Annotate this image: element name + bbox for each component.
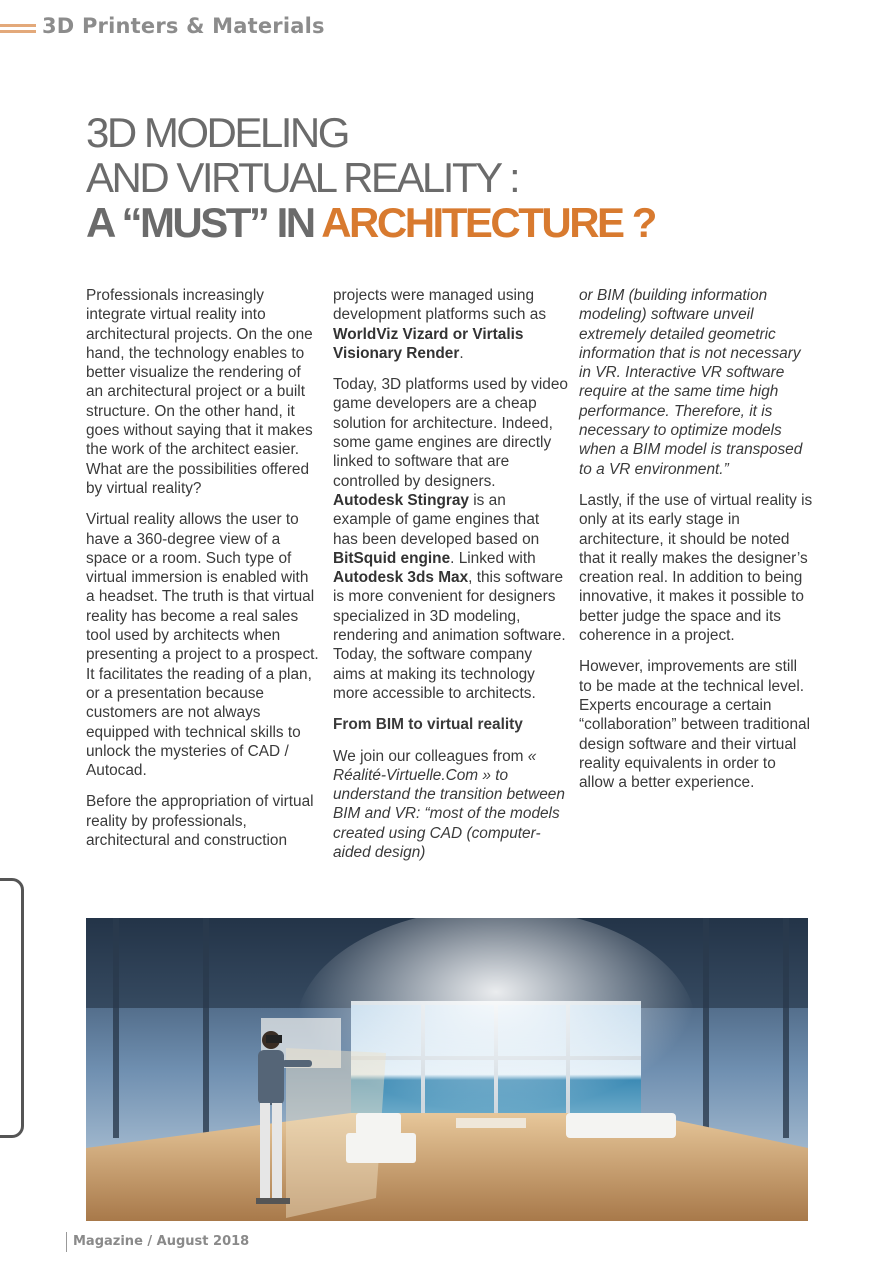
paragraph: Lastly, if the use of virtual reality is only at its early stage in architecture, it should be noted that it really makes the designer’s creation real. In addition to being innovative, it makes it possible to better judge the space and its coherence in a project. bbox=[579, 491, 813, 645]
article-headline bbox=[86, 110, 806, 245]
paragraph bbox=[579, 286, 814, 479]
headline-line-3 bbox=[86, 200, 806, 245]
text-run: is an example of game engines that has been developed based on bbox=[333, 491, 540, 548]
headline-must: A “MUST” IN bbox=[86, 199, 322, 246]
paragraph bbox=[333, 375, 568, 703]
text-run: , this software is more convenient for designers specialized in 3D modeling, rendering and animation software. Today, the software company aims at making its technology more accessible to architects. bbox=[333, 569, 566, 702]
subheading: From BIM to virtual reality bbox=[333, 716, 523, 734]
headline-line-2: AND VIRTUAL REALITY : bbox=[86, 154, 519, 201]
quote-text: or BIM (building information modeling) software unveil extremely detailed geometric information that is not necessary in VR. Interactive VR software require at the same time high performance. Therefore, it is necessary to optimize models when a BIM model is transposed to a VR environment.” bbox=[579, 287, 803, 478]
article-column-1 bbox=[86, 286, 321, 862]
text-run: projects were managed using development platforms such as bbox=[333, 287, 547, 324]
paragraph: However, improvements are still to be made at the technical level. Experts encourage a certain “collaboration” between traditional design software and their virtual reality equivalents in order to allow a better experience. bbox=[579, 658, 810, 792]
paragraph: Virtual reality allows the user to have a 360-degree view of a space or a room. Such type of virtual immersion is enabled with a headset. The truth is that virtual reality has become a real sales tool used by architects when presenting a project to a prospect. It facilitates the reading of a plan, or a presentation because customers are not always equipped with technical skills to unlock the mysteries of CAD / Autocad. bbox=[86, 511, 319, 780]
paragraph bbox=[333, 747, 568, 863]
vr-architecture-photo bbox=[86, 918, 808, 1221]
article-column-2 bbox=[333, 286, 568, 874]
paragraph: Professionals increasingly integrate virtual reality into architectural projects. On the one hand, the technology enables to better visualize the rendering of an architectural project or a built structure. On the other hand, it goes without saying that it makes the work of the architect easier. What are the possibilities offered by virtual reality? bbox=[86, 287, 313, 497]
section-label: 3D Printers & Materials bbox=[42, 14, 325, 38]
footer-issue-label: Magazine / August 2018 bbox=[73, 1234, 250, 1249]
text-run: . Linked with bbox=[450, 549, 536, 567]
footer-divider bbox=[66, 1232, 67, 1252]
headline-line-1: 3D MODELING bbox=[86, 109, 348, 156]
quote-text: « Réalité-Virtuelle.Com » to understand the transition between BIM and VR: “most of the models created using CAD (computer-aided design) bbox=[333, 747, 565, 862]
text-run: We join our colleagues from bbox=[333, 747, 528, 765]
paragraph: Before the appropriation of virtual reality by professionals, architectural and construction bbox=[86, 793, 314, 850]
page-edge-tab bbox=[0, 878, 24, 1138]
product-name: WorldViz Vizard or Virtalis Visionary Render bbox=[333, 325, 524, 362]
product-name: BitSquid engine bbox=[333, 549, 451, 567]
product-name: Autodesk 3ds Max bbox=[333, 569, 469, 587]
paragraph bbox=[333, 286, 568, 363]
article-column-3 bbox=[579, 286, 814, 804]
text-run: Today, 3D platforms used by video game developers are a cheap solution for architecture. Indeed, some game engines are directly linked to software that are controlled by designers. bbox=[333, 376, 568, 490]
headline-architecture: ARCHITECTURE ? bbox=[321, 199, 655, 246]
product-name: Autodesk Stingray bbox=[333, 491, 469, 509]
section-header-bar bbox=[0, 22, 36, 35]
text-run: . bbox=[459, 344, 464, 362]
